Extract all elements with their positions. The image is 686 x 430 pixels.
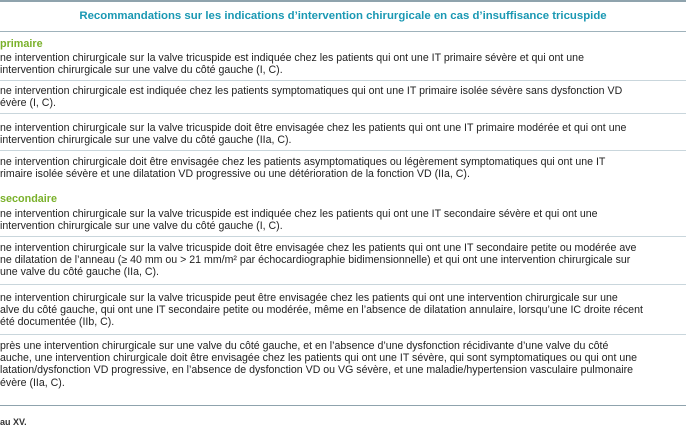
- section-heading-primaire: primaire: [0, 38, 43, 50]
- recommendation-line: intervention chirurgicale sur une valve du côté gauche (I, C).: [0, 220, 283, 233]
- recommendation-line: auche, une intervention chirurgicale doit être envisagée chez les patients qui ont une IT sévère, qui sont symptomatiques ou qui ont une: [0, 352, 638, 365]
- recommendation-item: [0, 242, 686, 279]
- recommendation-line: ne intervention chirurgicale sur la valve tricuspide est indiquée chez les patients qui ont une IT primaire sévère et qui ont une: [0, 52, 584, 64]
- table-title: Recommandations sur les indications d’intervention chirurgicale en cas d’insuffisance tricuspide: [79, 10, 607, 22]
- recommendation-line: été documentée (IIb, C).: [0, 316, 115, 329]
- row-divider: [0, 236, 686, 237]
- recommendation-line: ne intervention chirurgicale est indiquée chez les patients symptomatiques qui ont une IT primaire isolée sévère sans dysfonction VD: [0, 85, 623, 97]
- recommendation-line: évère (IIa, C).: [0, 376, 65, 389]
- row-divider: [0, 80, 686, 81]
- title-rule: [0, 31, 686, 32]
- recommendation-line: ne intervention chirurgicale doit être envisagée chez les patients asymptomatiques ou légèrement symptomatiques qui ont une IT: [0, 156, 606, 168]
- recommendation-item: [0, 292, 686, 329]
- row-divider: [0, 284, 686, 285]
- row-divider: [0, 113, 686, 114]
- recommendation-line: une valve du côté gauche (IIa, C).: [0, 266, 159, 279]
- recommendation-item: [0, 122, 686, 146]
- row-divider: [0, 150, 686, 151]
- recommendation-item: [0, 85, 686, 109]
- recommendation-line: ne intervention chirurgicale sur la valve tricuspide peut être envisagée chez les patients qui ont une intervention chirurgicale sur une: [0, 292, 618, 304]
- recommendation-line: ne intervention chirurgicale sur la valve tricuspide doit être envisagée chez les patients qui ont une IT primaire modérée et qui ont une: [0, 122, 627, 134]
- row-divider: [0, 334, 686, 335]
- recommendation-line: latation/dysfonction VD progressive, en l’absence de dysfonction VD ou VG sévère, et une maladie/hypertension vasculaire pulmonaire: [0, 364, 634, 377]
- recommendation-line: intervention chirurgicale sur une valve du côté gauche (IIa, C).: [0, 134, 292, 147]
- recommendation-item: [0, 156, 686, 180]
- recommendation-item: [0, 208, 686, 232]
- bottom-rule: [0, 405, 686, 406]
- recommendation-line: ne dilatation de l’anneau (≥ 40 mm ou > 21 mm/m² par échocardiographie bidimensionnelle) et qui ont une intervention chirurgicale sur: [0, 254, 631, 267]
- table-caption: au XV.: [0, 417, 27, 427]
- section-heading-secondaire: secondaire: [0, 193, 58, 205]
- recommendation-line: alve du côté gauche, qui ont une IT secondaire petite ou modérée, même en l’absence de dilatation annulaire, lorsqu’une IC droite récent: [0, 304, 643, 317]
- recommendation-item: [0, 340, 686, 389]
- recommendation-line: évère (I, C).: [0, 97, 56, 110]
- recommendation-line: près une intervention chirurgicale sur une valve du côté gauche, et en l’absence d’une dysfonction récidivante d’une valve du côté: [0, 340, 609, 352]
- recommendation-item: [0, 52, 686, 76]
- recommendation-line: ne intervention chirurgicale sur la valve tricuspide est indiquée chez les patients qui ont une IT secondaire sévère et qui ont une: [0, 208, 598, 220]
- recommendation-line: ne intervention chirurgicale sur la valve tricuspide doit être envisagée chez les patients qui ont une IT secondaire petite ou modérée ave: [0, 242, 637, 254]
- recommendation-line: rimaire isolée sévère et une dilatation VD progressive ou une détérioration de la fonction VD (IIa, C).: [0, 168, 470, 181]
- title-row: [0, 2, 686, 32]
- recommendation-line: intervention chirurgicale sur une valve du côté gauche (I, C).: [0, 64, 283, 77]
